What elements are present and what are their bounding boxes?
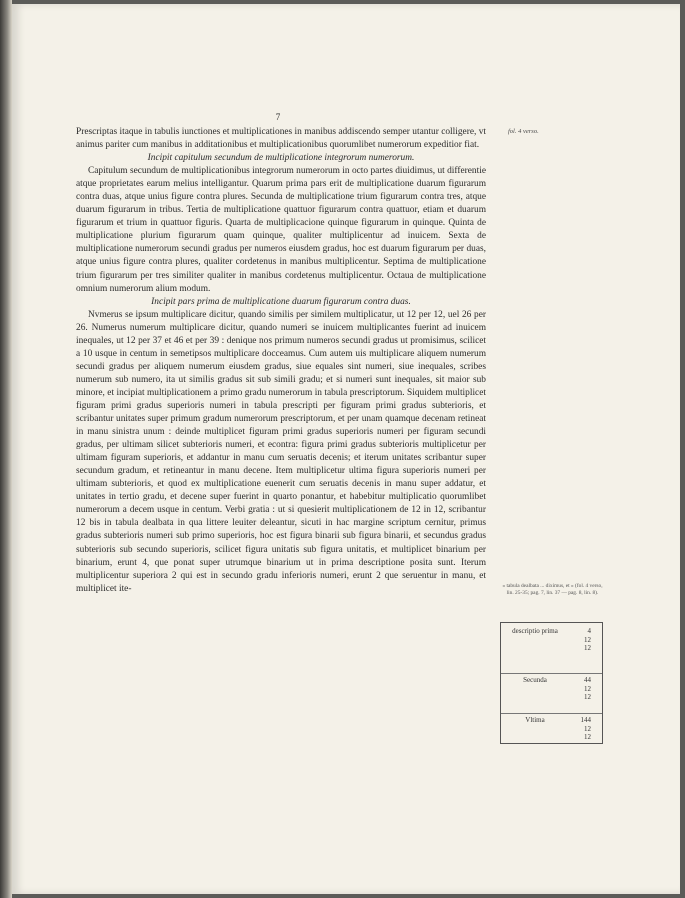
paragraph-numerus: Nvmerus se ipsum multiplicare dicitur, quando similis per similem multiplicatur, ut 12 per 12, uel 26 per 26. Numerus numerum multiplicare dicitur, quando numeri se inuicem multiplicantes fuerint ad inuicem inequales, ut 12 per 37 et 46 et per 39 : denique nos primum numeros secundi gradus ut promisimus, scilicet a 10 usque in centum in semetipsos multiplicare docceamus. Cum autem uis multiplicare aliquem numerum secundi gradus per aliquem numerum eiusdem gradus, siue equales sint numeri, siue inequales, scribes numerum sub numero, ita ut similis gradus sit sub simili gradu; et si numeri sunt inequales, sit maior sub minore, et incipiat multiplicationem a primo gradu numerorum in tabula prescriptorum. Siquidem multiplicet figuram primi gradus superioris numeri in tabula prescripti per figuram primi gradus subterioris, et scribantur unitates super primum gradum numerorum prescriptorum, et per unam quamque decenam retineat in manu sinistra unum : deinde multiplicet figuram primi gradus superioris numeri per figuram secundi gradus, per ultimam silicet subterioris numeri, et econtra: figura primi gradus subterioris multiplicetur per ultimam figuram superioris, et addantur in manu cum seruatis decenis; et iterum unitates scribantur super secundum gradum, et retineantur in manu decene. Item multiplicetur ultima figura superioris numeri per ultimam subterioris, et quod ex multiplicatione euenerit cum seruatis decenis in manu super addatur, et unitates in tertio gradu, et decene super fuerint in quarto ponantur, et habebitur multiplicatio quorumlibet numerorum a decem usque in centum. Verbi gratia : ut si quesierit multiplicationem de 12 in 12, scribantur 12 bis in tabula dealbata in qua littere leuiter deleantur, sicuti in hac margine scriptum cernitur, primus gradus subterioris numeri sub primo superioris, hoc est figura binarii sub figura binarii, et secundus gradus subterioris sub secundo superioris, scilicet figura unitatis sub figura unitatis, et multiplicet binarium per binarium, erunt 4, que ponat super utrumque binarium ut in prima descriptione posita sunt. Iterum multiplicentur superiora 2 qui est in secundo gradu inferioris numeri, erunt 2 que seruentur in manu, et multiplicet ite- xyxy=(76,309,486,594)
table-number: 44 xyxy=(584,676,591,684)
heading-pars-prima: Incipit pars prima de multiplicatione duarum figurarum contra duas. xyxy=(151,296,411,307)
table-number: 12 xyxy=(584,733,591,741)
table-row-label: Secunda xyxy=(523,676,547,684)
margin-note-reference: « tabula dealbata ... diximus, et » (fol. 4 verso, lin. 25-35; pag. 7, lin. 37 — pag. 8, lin. 8). xyxy=(502,583,603,596)
table-number: 12 xyxy=(584,644,591,652)
table-number: 12 xyxy=(584,724,591,733)
heading-capitulum-secundum: Incipit capitulum secundum de multiplicatione integrorum numerorum. xyxy=(147,153,415,164)
table-number: 4 xyxy=(587,627,591,635)
paragraph-intro: Prescriptas itaque in tabulis iunctiones et multiplicationes in manibus addiscendo semper utantur colligere, vt animus pariter cum manibus in additationibus et multiplicationibus quorumlibet numerorum expeditior fiat. xyxy=(76,127,486,151)
margin-note-folio: fol. 4 verso. xyxy=(508,128,539,135)
main-text-column xyxy=(76,126,486,596)
page-number: 7 xyxy=(275,112,281,122)
table-number: 144 xyxy=(580,716,591,724)
table-row-numbers xyxy=(571,676,591,702)
multiplication-table-figure xyxy=(500,622,603,744)
table-row xyxy=(501,673,602,701)
paragraph-capitulum-outline: Capitulum secundum de multiplicationibus integrorum numerorum in octo partes diuidimus, ut differentie atque proprietates earum melius intelligantur. Quarum prima pars erit de multiplicatione duarum figurarum contra duas, atque unius figure contra plures. Secunda de multiplicatione trium figurarum contra tres, atque duarum figurarum in tribus. Tertia de multiplicatione quattuor figurarum contra quattuor, etiam et duarum figurarum et trium in quattuor figuris. Quarta de multiplicacione quinque figurarum in quinque. Quinta de multiplicatione plurium figurarum quam quinque, qualiter multiplicentur ad inuicem. Sexta de multiplicatione numerorum secundi gradus per numeros eiusdem gradus, hoc est duarum figurarum per duas, atque unius figure contra plures, qualiter cordetenus in manibus multiplicentur. Septima de multiplicatione trium figurarum per tres similiter qualiter in manibus cordetenus multiplicentur. Octaua de multiplicatione omnium numerorum alium modum. xyxy=(76,166,486,294)
table-number: 12 xyxy=(584,635,591,644)
table-row-label: Vltima xyxy=(525,716,545,724)
page-edge-shadow xyxy=(0,0,12,898)
table-number: 12 xyxy=(584,684,591,693)
table-row-numbers xyxy=(571,716,591,742)
table-row-numbers xyxy=(571,627,591,653)
table-row xyxy=(501,713,602,741)
table-row-label: descriptio prima xyxy=(512,627,558,635)
table-number: 12 xyxy=(584,693,591,701)
